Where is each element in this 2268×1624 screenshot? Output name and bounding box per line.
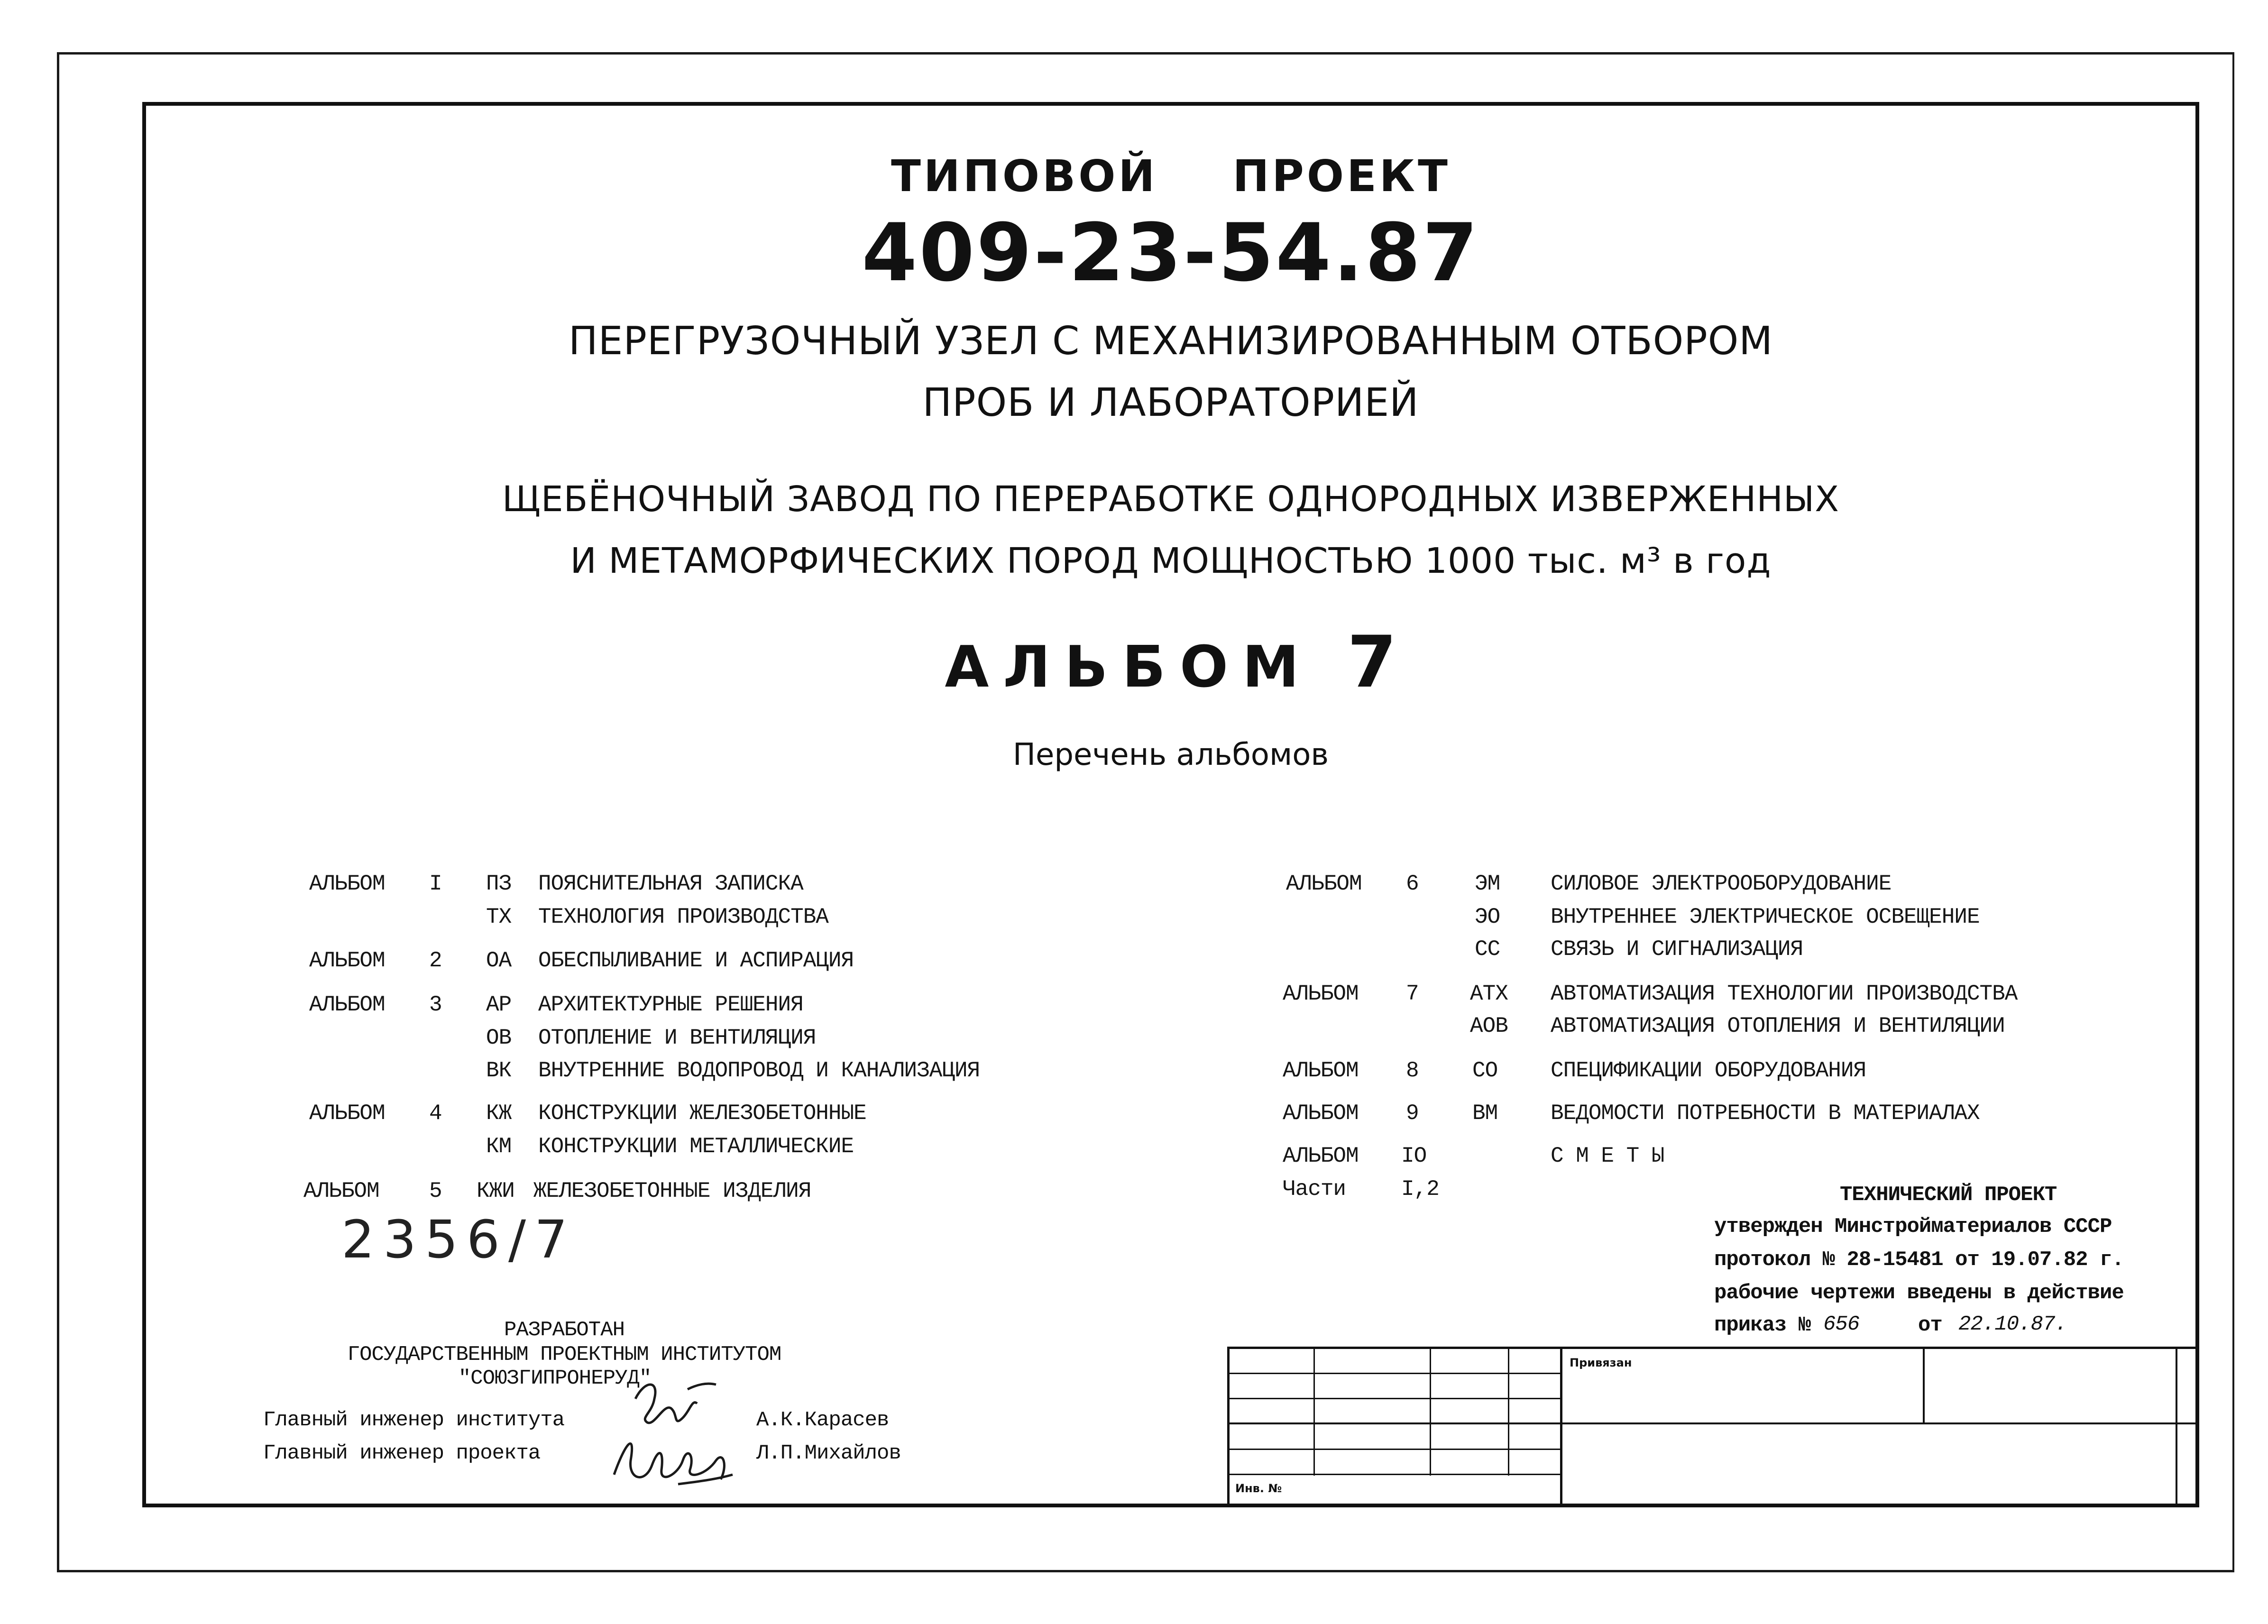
albums-list-title: Перечень альбомов xyxy=(1012,737,1329,772)
album-code: ОА xyxy=(486,948,512,973)
tech-project-order-prefix: приказ № xyxy=(1714,1313,1811,1337)
album-code: КМ xyxy=(486,1134,512,1159)
album-word: АЛЬБОМ xyxy=(309,948,385,973)
album-code: КЖИ xyxy=(477,1179,514,1203)
chief-engineer-institute-role: Главный инженер института xyxy=(263,1408,565,1432)
handwritten-inventory-number: 2356/7 xyxy=(341,1209,576,1270)
tech-project-line1: утвержден Минстройматериалов СССР xyxy=(1714,1215,2112,1239)
album-text: ПОЯСНИТЕЛЬНАЯ ЗАПИСКА xyxy=(538,872,803,896)
stamp-line xyxy=(1228,1373,1560,1374)
developer-line3: "СОЮЗГИПРОНЕРУД" xyxy=(458,1367,652,1390)
stamp-line xyxy=(1228,1347,2198,1349)
developer-line2: ГОСУДАРСТВЕННЫМ ПРОЕКТНЫМ ИНСТИТУТОМ xyxy=(347,1343,781,1367)
album-text: КОНСТРУКЦИИ МЕТАЛЛИЧЕСКИЕ xyxy=(538,1134,854,1159)
album-parts-number: I,2 xyxy=(1401,1177,1439,1202)
stamp-line xyxy=(1313,1347,1315,1476)
album-number: 9 xyxy=(1406,1101,1419,1126)
album-text: С М Е Т Ы xyxy=(1551,1144,1664,1168)
album-text: ОБЕСПЫЛИВАНИЕ И АСПИРАЦИЯ xyxy=(538,948,854,973)
album-code: СО xyxy=(1472,1058,1498,1083)
album-word: АЛЬБОМ xyxy=(309,872,385,896)
project-subtitle-line2: И МЕТАМОРФИЧЕСКИХ ПОРОД МОЩНОСТЬЮ 1000 тыс. м³ в год xyxy=(570,541,1772,581)
album-text: КОНСТРУКЦИИ ЖЕЛЕЗОБЕТОННЫЕ xyxy=(538,1101,866,1126)
album-word: АЛЬБОМ xyxy=(1286,872,1362,896)
stamp-line xyxy=(1430,1347,1431,1476)
album-text: ВНУТРЕННИЕ ВОДОПРОВОД И КАНАЛИЗАЦИЯ xyxy=(538,1058,980,1083)
album-heading xyxy=(142,621,2199,704)
chief-engineer-project-name: Л.П.Михайлов xyxy=(756,1441,901,1465)
project-title-line1: ПЕРЕГРУЗОЧНЫЙ УЗЕЛ С МЕХАНИЗИРОВАННЫМ ОТБОРОМ xyxy=(568,319,1773,364)
album-number: 3 xyxy=(429,992,442,1017)
album-word: АЛЬБОМ xyxy=(1283,982,1359,1006)
stamp-line xyxy=(1228,1422,2198,1424)
project-title-line2: ПРОБ И ЛАБОРАТОРИЕЙ xyxy=(922,380,1419,425)
tech-project-order-number: 656 xyxy=(1823,1312,1860,1336)
album-code: ОВ xyxy=(486,1026,512,1050)
album-word: АЛЬБОМ xyxy=(1283,1101,1359,1126)
album-word: АЛЬБОМ xyxy=(309,992,385,1017)
album-number: 6 xyxy=(1406,872,1419,896)
album-number: 8 xyxy=(1406,1058,1419,1083)
stamp-line xyxy=(1228,1398,1560,1399)
stamp-line xyxy=(1508,1347,1509,1476)
album-code: ЭМ xyxy=(1475,872,1500,896)
album-code: КЖ xyxy=(486,1101,512,1126)
album-number: 2 xyxy=(429,948,442,973)
project-type-label: ТИПОВОЙ ПРОЕКТ xyxy=(891,151,1451,202)
album-word: АЛЬБОМ xyxy=(303,1179,379,1203)
album-number: 7 xyxy=(1406,982,1419,1006)
tech-project-line2: протокол № 28-15481 от 19.07.82 г. xyxy=(1714,1248,2124,1272)
album-text: ОТОПЛЕНИЕ И ВЕНТИЛЯЦИЯ xyxy=(538,1026,816,1050)
album-number: 5 xyxy=(429,1179,442,1203)
album-number: I xyxy=(429,872,442,896)
album-text: ВЕДОМОСТИ ПОТРЕБНОСТИ В МАТЕРИАЛАХ xyxy=(1551,1101,1980,1126)
album-parts-word: Части xyxy=(1283,1177,1346,1202)
album-number: IO xyxy=(1401,1144,1427,1168)
tech-project-order-from: от xyxy=(1918,1313,1942,1337)
album-text: ТЕХНОЛОГИЯ ПРОИЗВОДСТВА xyxy=(538,905,828,929)
project-code: 409-23-54.87 xyxy=(862,206,1480,299)
album-code: АОВ xyxy=(1470,1014,1508,1038)
chief-engineer-institute-name: А.К.Карасев xyxy=(756,1408,889,1432)
album-code: ВМ xyxy=(1472,1101,1498,1126)
album-code: ВК xyxy=(486,1058,512,1083)
album-text: АРХИТЕКТУРНЫЕ РЕШЕНИЯ xyxy=(538,992,803,1017)
stamp-line xyxy=(1923,1347,1925,1423)
album-text: СПЕЦИФИКАЦИИ ОБОРУДОВАНИЯ xyxy=(1551,1058,1866,1083)
album-code: ТХ xyxy=(486,905,512,929)
album-text: СВЯЗЬ И СИГНАЛИЗАЦИЯ xyxy=(1551,937,1803,962)
developer-line1: РАЗРАБОТАН xyxy=(504,1318,625,1342)
stamp-privyazan-label: Привязан xyxy=(1570,1356,1632,1369)
album-number: 4 xyxy=(429,1101,442,1126)
album-text: АВТОМАТИЗАЦИЯ ТЕХНОЛОГИИ ПРОИЗВОДСТВА xyxy=(1551,982,2018,1006)
album-text: АВТОМАТИЗАЦИЯ ОТОПЛЕНИЯ И ВЕНТИЛЯЦИИ xyxy=(1551,1014,2005,1038)
stamp-line xyxy=(1560,1347,1562,1505)
album-number: 7 xyxy=(1347,621,1397,704)
chief-engineer-project-role: Главный инженер проекта xyxy=(263,1441,541,1465)
stamp-line xyxy=(1228,1474,1560,1475)
stamp-line xyxy=(1227,1347,1230,1505)
album-code: АР xyxy=(486,992,512,1017)
album-word: АЛЬБОМ xyxy=(1283,1058,1359,1083)
album-word: АЛЬБОМ xyxy=(945,634,1313,700)
album-code: АТХ xyxy=(1470,982,1508,1006)
album-text: СИЛОВОЕ ЭЛЕКТРООБОРУДОВАНИЕ xyxy=(1551,872,1892,896)
stamp-inventory-label: Инв. № xyxy=(1235,1482,1282,1495)
album-word: АЛЬБОМ xyxy=(309,1101,385,1126)
signature-2 xyxy=(607,1422,740,1498)
stamp-line xyxy=(1228,1449,1560,1450)
tech-project-title: ТЕХНИЧЕСКИЙ ПРОЕКТ xyxy=(1840,1183,2057,1207)
tech-project-order-date: 22.10.87. xyxy=(1958,1312,2067,1336)
stamp-line xyxy=(2176,1347,2177,1505)
project-subtitle-line1: ЩЕБЁНОЧНЫЙ ЗАВОД ПО ПЕРЕРАБОТКЕ ОДНОРОДНЫХ ИЗВЕРЖЕННЫХ xyxy=(502,479,1839,520)
album-text: ВНУТРЕННЕЕ ЭЛЕКТРИЧЕСКОЕ ОСВЕЩЕНИЕ xyxy=(1551,905,1980,929)
album-word: АЛЬБОМ xyxy=(1283,1144,1359,1168)
album-code: ПЗ xyxy=(486,872,512,896)
album-code: СС xyxy=(1475,937,1500,962)
tech-project-line3: рабочие чертежи введены в действие xyxy=(1714,1281,2124,1305)
album-text: ЖЕЛЕЗОБЕТОННЫЕ ИЗДЕЛИЯ xyxy=(533,1179,811,1203)
album-code: ЭО xyxy=(1475,905,1500,929)
